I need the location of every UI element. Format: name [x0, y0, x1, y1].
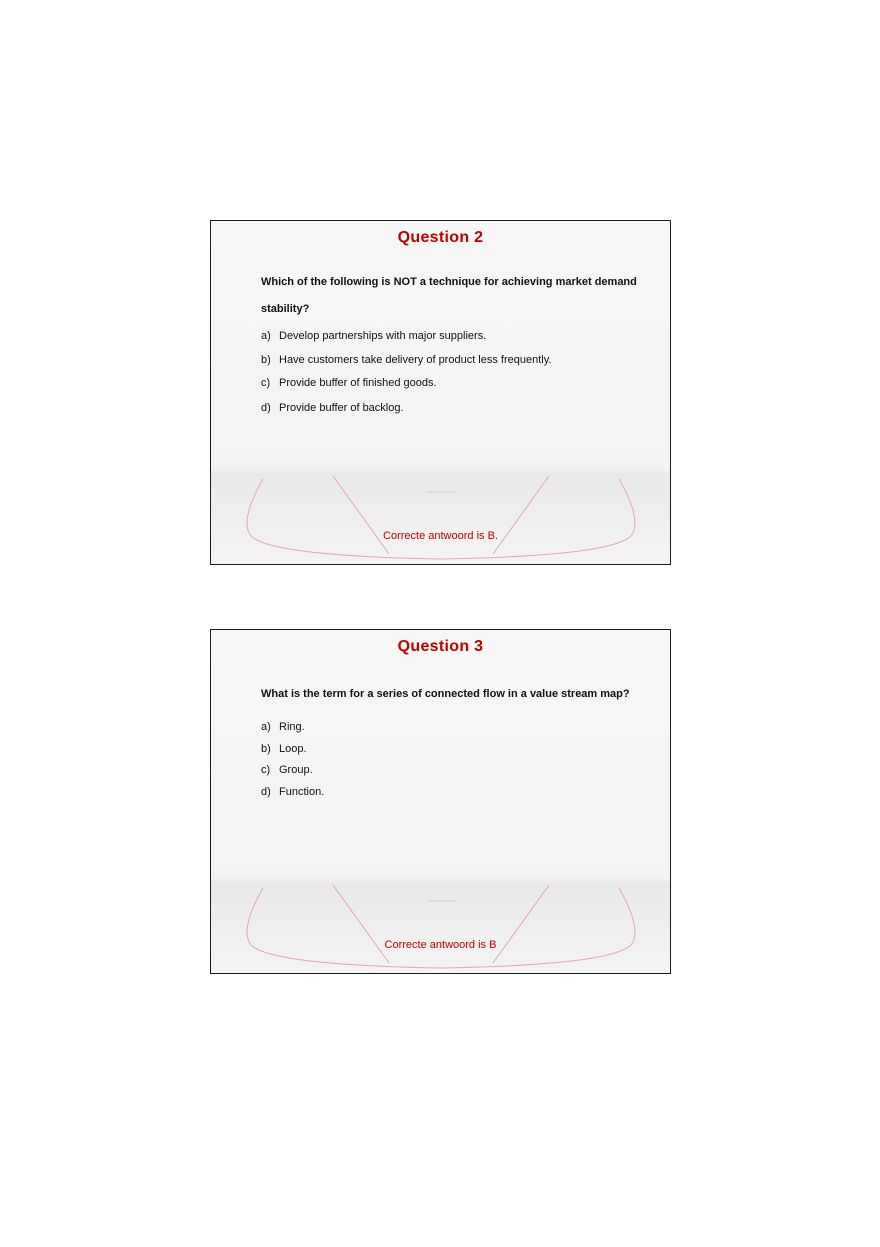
correct-answer: Correcte antwoord is B.	[383, 530, 498, 542]
option-c	[261, 374, 551, 399]
option-letter: a)	[261, 721, 271, 733]
option-c	[261, 761, 324, 783]
option-a	[261, 718, 324, 740]
option-a	[261, 327, 551, 351]
option-letter: c)	[261, 377, 271, 389]
option-text: Provide buffer of finished goods.	[279, 377, 437, 389]
option-d	[261, 783, 324, 805]
option-d	[261, 399, 551, 423]
question-text: What is the term for a series of connected flow in a value stream map?	[261, 688, 630, 700]
slide-title: Question 3	[397, 638, 484, 655]
option-text: Ring.	[279, 721, 305, 733]
option-text: Function.	[279, 785, 325, 798]
answer-options	[261, 327, 551, 423]
option-text: Develop partnerships with major suppliers.	[279, 330, 487, 342]
option-letter: b)	[261, 353, 271, 366]
option-letter: c)	[261, 764, 271, 776]
option-text: Group.	[279, 764, 313, 776]
option-b	[261, 351, 551, 375]
option-letter: b)	[261, 742, 271, 755]
slide-title: Question 2	[397, 229, 484, 246]
option-b	[261, 740, 324, 762]
option-text: Provide buffer of backlog.	[279, 402, 404, 414]
question-text: Which of the following is NOT a technique for achieving market demand stability?	[261, 276, 637, 315]
answer-options	[261, 718, 324, 804]
slide-question-3	[210, 629, 671, 974]
option-letter: d)	[261, 785, 271, 798]
correct-answer: Correcte antwoord is B	[384, 939, 497, 951]
option-text: Loop.	[279, 742, 307, 755]
slide-question-2	[210, 220, 671, 565]
option-text: Have customers take delivery of product less frequently.	[279, 353, 552, 366]
option-letter: a)	[261, 330, 271, 342]
option-letter: d)	[261, 402, 271, 414]
